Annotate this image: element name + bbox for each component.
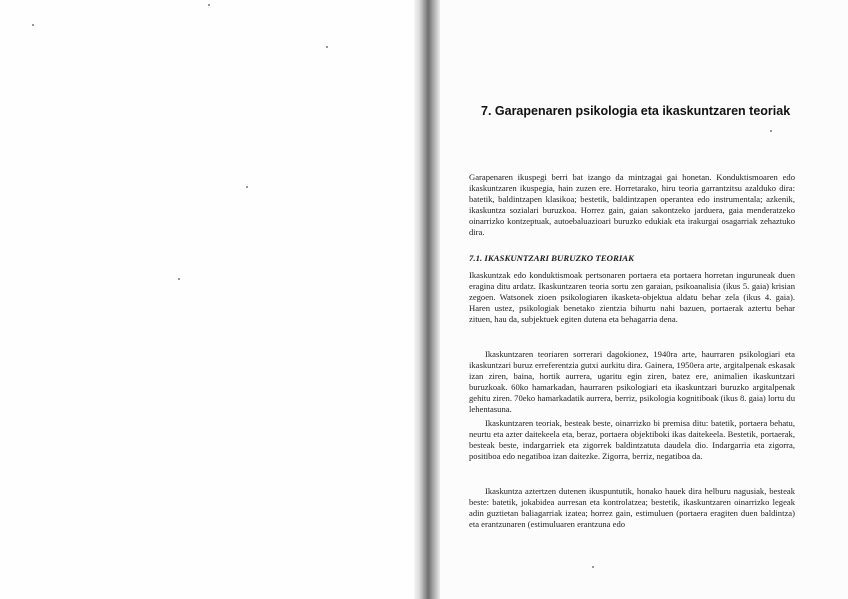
dust-speck	[178, 278, 180, 280]
dust-speck	[770, 130, 772, 132]
dust-speck	[32, 24, 34, 26]
dust-speck	[246, 186, 248, 188]
body-paragraph-4: Ikaskuntza aztertzen dutenen ikuspuntutik, honako hauek dira helburu nagusiak, besteak beste: batetik, jokabidea aurresan eta kontrolatzea; bestetik, ikaskuntzaren oinarrizko legeak adin guztietan baliagarriak izatea; horrez gain, estimuluen (portaera eragiten duen baldintza) eta erantzunaren (estimuluaren erantzuna edo	[469, 486, 795, 529]
left-page	[0, 0, 418, 599]
body-paragraph-3: Ikaskuntzaren teoriak, besteak beste, oinarrizko bi premisa ditu: batetik, portaera behatu, neurtu eta azter daitekeela eta, beraz, portaera objektiboki ikas daitekeela. Bestetik, portaerak, besteak beste, indargarriek eta zigorrek baldintzatuta daudela dio. Indargarria eta zigorra, positiboa edo negatiboa izan daitezke. Zigorra, berriz, negatiboa da.	[469, 418, 795, 461]
intro-paragraph: Garapenaren ikuspegi berri bat izango da mintzagai gai honetan. Konduktismoaren edo ikaskuntzaren ikuspegia, hain zuzen ere. Horretarako, hiru teoria garrantzitsu azalduko dira: batetik, baldintzapen klasikoa; bestetik, baldintzapen operantea edo instrumentala; azkenik, ikaskuntza sozialari buruzkoa. Horrez gain, gaian sakontzeko jarduera, gaia menderatzeko oinarrizko kontzeptuak, autoebaluazioari buruzko edukiak eta irakurgai osagarriak zehaztuko dira.	[469, 172, 795, 237]
chapter-title: 7. Garapenaren psikologia eta ikaskuntzaren teoriak	[481, 104, 791, 118]
book-gutter	[414, 0, 440, 599]
dust-speck	[326, 46, 328, 48]
section-heading: 7.1. IKASKUNTZARI BURUZKO TEORIAK	[469, 253, 634, 263]
dust-speck	[208, 4, 210, 6]
body-paragraph-2: Ikaskuntzaren teoriaren sorrerari dagokionez, 1940ra arte, haurraren psikologiari eta ikaskuntzari buruz erreferentzia gutxi aurkitu dira. Gainera, 1950era arte, argitalpenak eskasak izan ziren, baina, hortik aurrera, ugaritu egin ziren, batez ere, animalien ikaskuntzari buruzkoak. 60ko hamarkadan, haurraren psikologiari eta ikaskuntzari buruzko argitalpenak gehitu ziren. 70eko hamarkadatik aurrera, berriz, psikologia kognitiboak (ikus 8. gaia) lortu du lehentasuna.	[469, 349, 795, 414]
body-paragraph-1: Ikaskuntzak edo konduktismoak pertsonaren portaera eta portaera horretan inguruneak duen eragina ditu ardatz. Ikaskuntzaren teoria sortu zen garaian, psikoanalisia (ikus 5. gaia) krisian zegoen. Watsonek zioen psikologiaren ikasketa-objektua aldatu behar zela (ikus 4. gaia). Haren ustez, psikologiak benetako zientzia bihurtu nahi bazuen, portaerak aztertu behar zituen, hau da, subjektuek egiten dutena eta behagarria dena.	[469, 270, 795, 324]
dust-speck	[592, 566, 594, 568]
